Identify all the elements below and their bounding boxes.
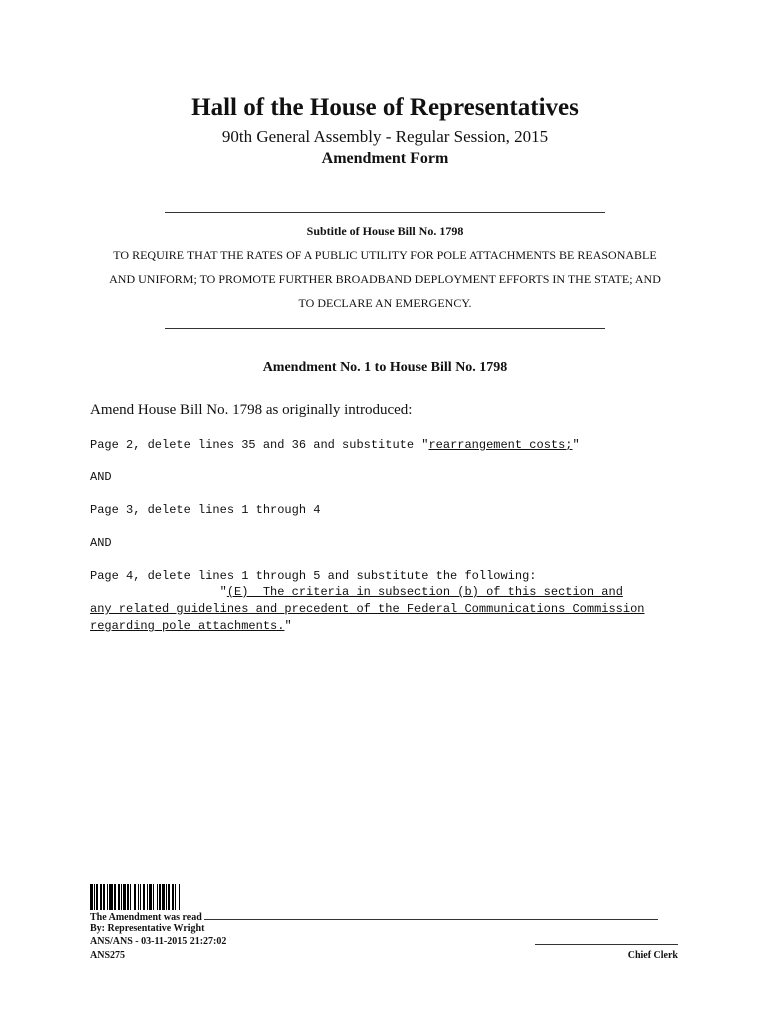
substitute-line-3 bbox=[90, 619, 292, 633]
subtitle-line-1: TO REQUIRE THAT THE RATES OF A PUBLIC UTILITY FOR POLE ATTACHMENTS BE REASONABLE bbox=[113, 248, 657, 262]
clerk-signature-line bbox=[535, 944, 678, 945]
amendment-intro: Amend House Bill No. 1798 as originally introduced: bbox=[90, 402, 413, 418]
amendment-read-row bbox=[90, 910, 658, 923]
page-2-substitute: rearrangement costs; bbox=[428, 438, 573, 452]
instruction-page-4: Page 4, delete lines 1 through 5 and substitute the following: bbox=[90, 569, 537, 583]
and-separator-2: AND bbox=[90, 536, 112, 550]
divider-top bbox=[165, 212, 605, 213]
amendment-heading: Amendment No. 1 to House Bill No. 1798 bbox=[262, 360, 508, 375]
document-code: ANS/ANS - 03-11-2015 21:27:02 bbox=[90, 936, 227, 947]
page-title: Hall of the House of Representatives bbox=[191, 94, 579, 121]
divider-bottom bbox=[165, 328, 605, 329]
page-2-prefix: Page 2, delete lines 35 and 36 and substitute " bbox=[90, 438, 429, 452]
substitute-line-1 bbox=[90, 585, 623, 599]
subtitle-line-3: TO DECLARE AN EMERGENCY. bbox=[298, 296, 472, 310]
read-signature-line bbox=[204, 910, 658, 920]
instruction-page-3: Page 3, delete lines 1 through 4 bbox=[90, 503, 321, 517]
substitute-indent: " bbox=[90, 585, 227, 599]
session-line: 90th General Assembly - Regular Session, 2015 bbox=[221, 127, 549, 146]
instruction-page-2 bbox=[90, 438, 580, 452]
sponsor-line: By: Representative Wright bbox=[90, 923, 205, 934]
substitute-text-3: regarding pole attachments. bbox=[90, 619, 285, 633]
document-id: ANS275 bbox=[90, 950, 126, 961]
substitute-text-1: (E) The criteria in subsection (b) of this section and bbox=[226, 585, 623, 599]
substitute-close-quote: " bbox=[284, 619, 292, 633]
page-2-suffix: " bbox=[572, 438, 580, 452]
chief-clerk-label: Chief Clerk bbox=[627, 950, 678, 961]
substitute-line-2: any related guidelines and precedent of the Federal Communications Commission bbox=[90, 602, 645, 616]
and-separator-1: AND bbox=[90, 470, 112, 484]
barcode bbox=[90, 884, 182, 910]
amendment-read-label: The Amendment was read bbox=[90, 912, 202, 923]
form-name: Amendment Form bbox=[321, 150, 449, 167]
subtitle-line-2: AND UNIFORM; TO PROMOTE FURTHER BROADBAND DEPLOYMENT EFFORTS IN THE STATE; AND bbox=[109, 272, 661, 286]
subtitle-label: Subtitle of House Bill No. 1798 bbox=[306, 224, 464, 238]
barcode-bar bbox=[180, 884, 181, 910]
subtitle-text bbox=[60, 243, 710, 315]
